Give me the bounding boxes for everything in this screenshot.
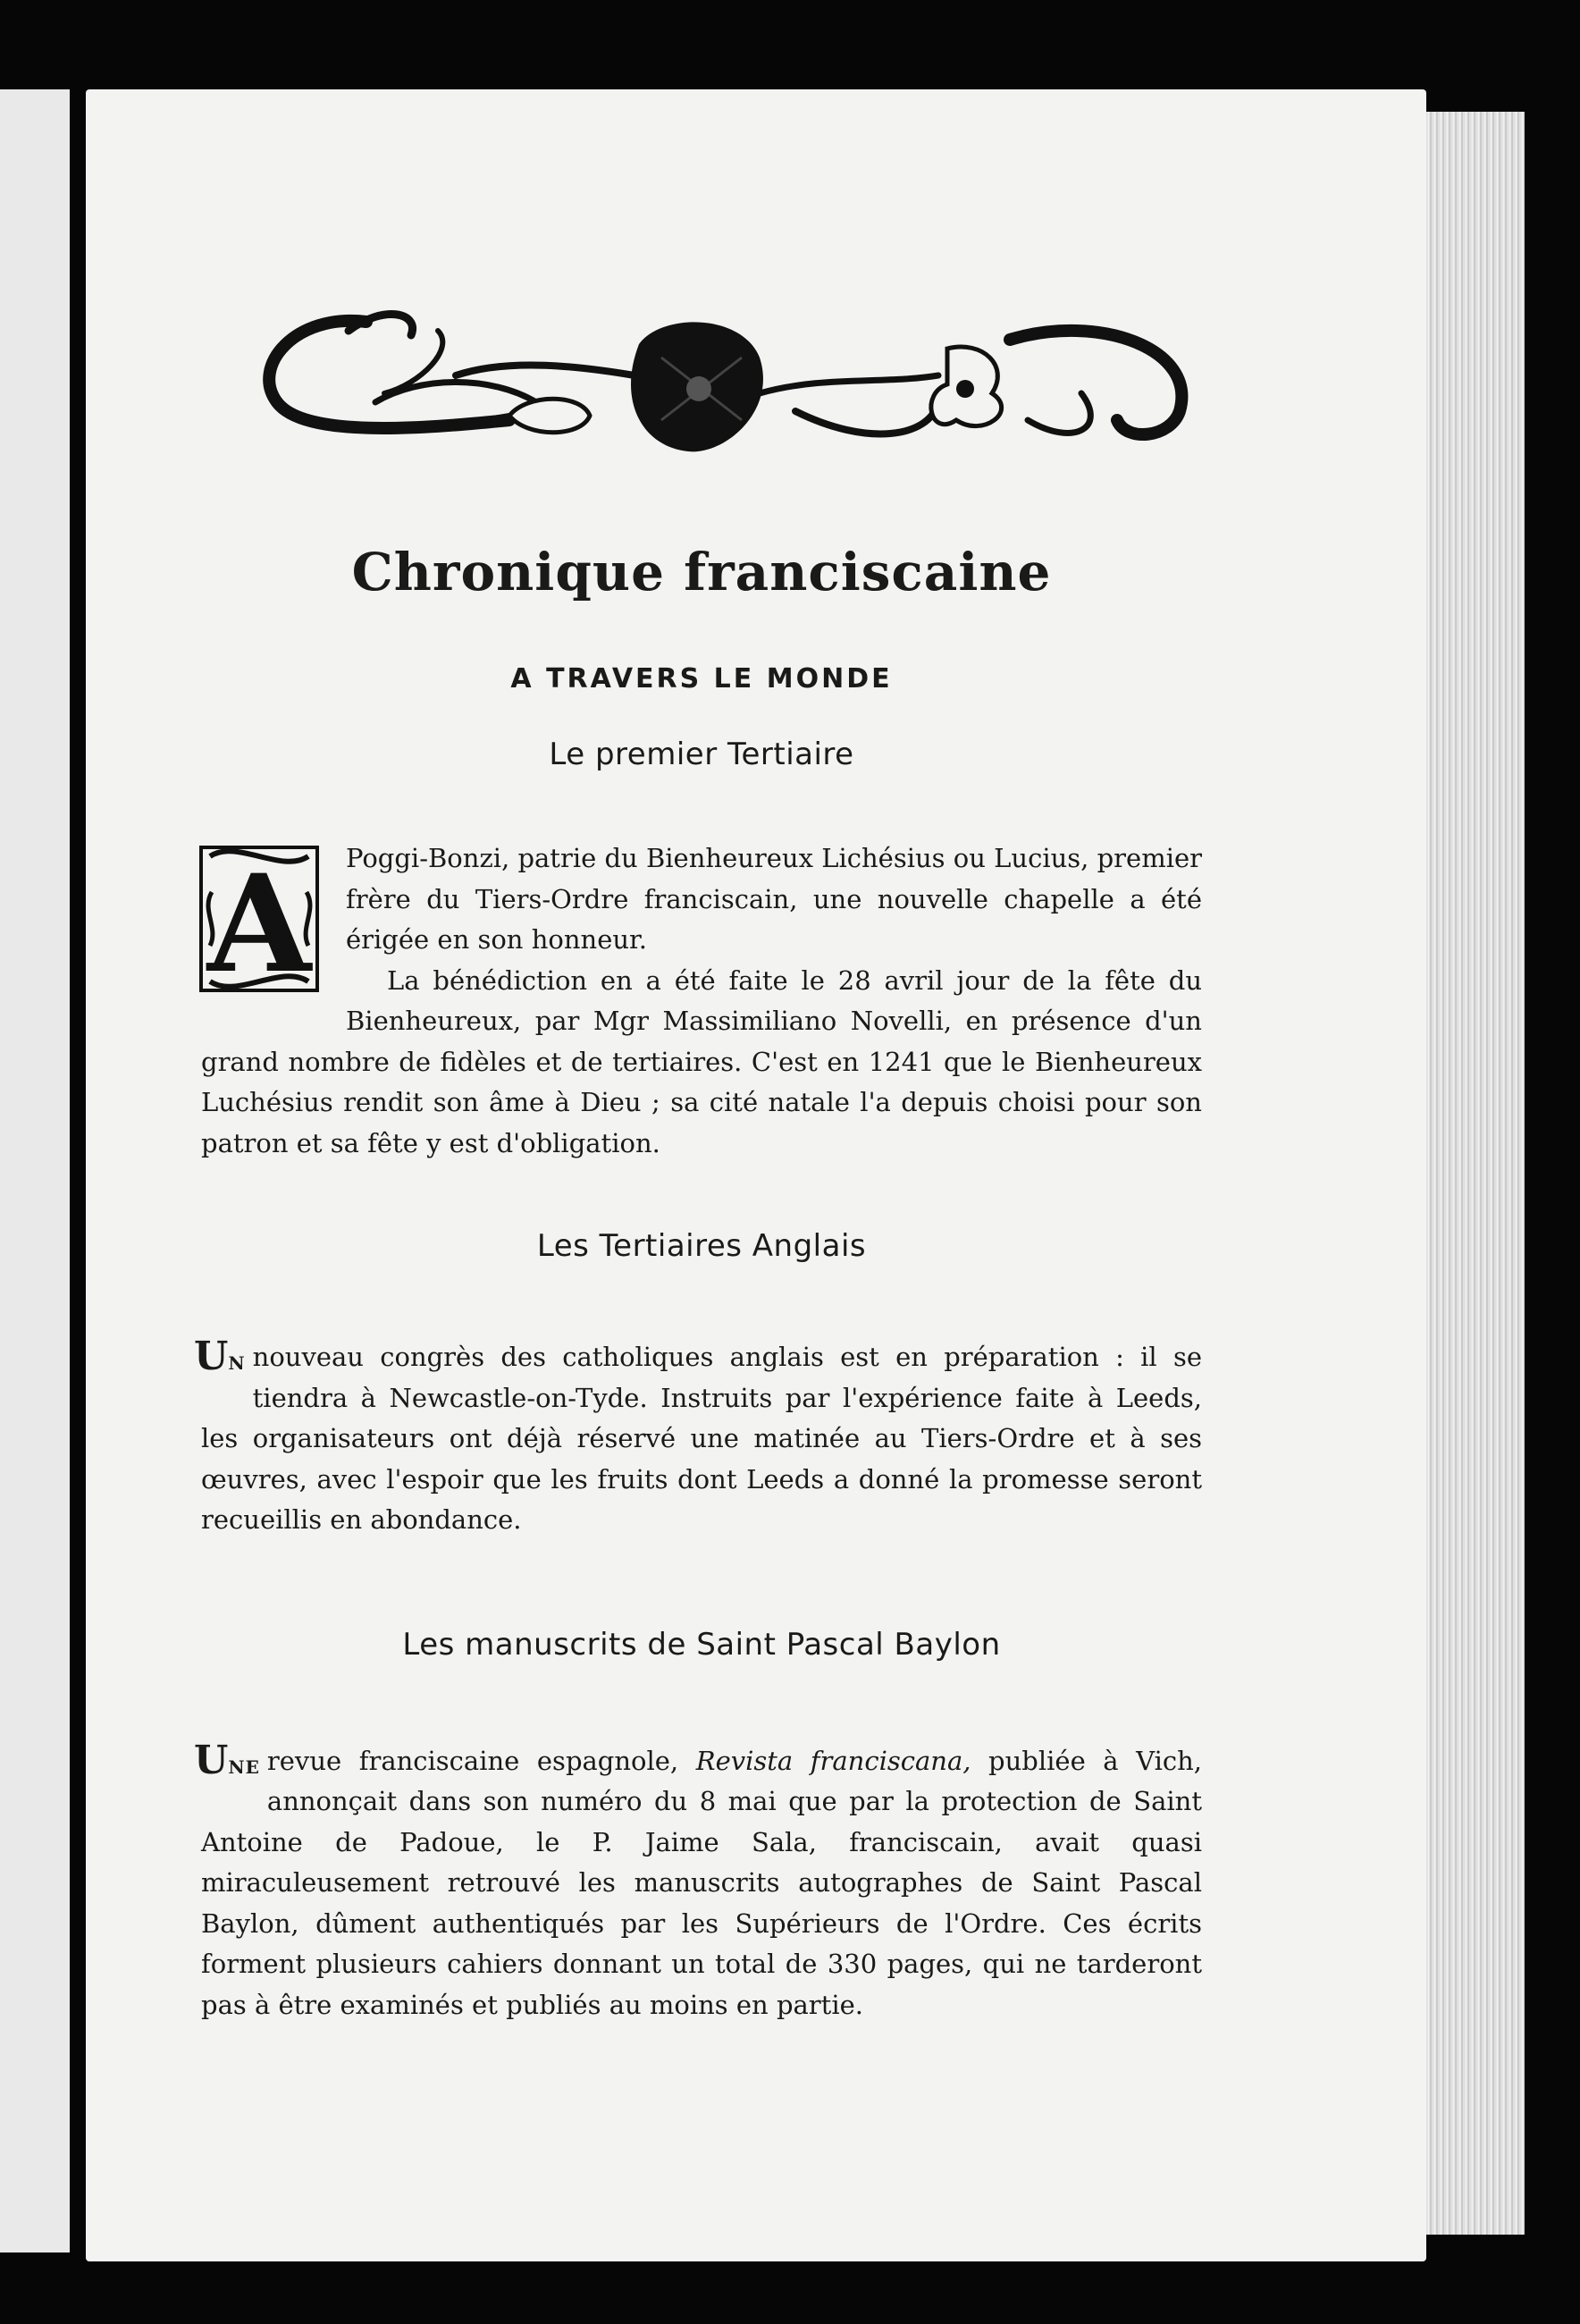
book-page-edges	[1426, 112, 1525, 2235]
article-body	[194, 1737, 1202, 2026]
page-title: Chronique franciscaine	[351, 542, 1052, 602]
article-title: Les manuscrits de Saint Pascal Baylon	[402, 1626, 1001, 1663]
article-body	[194, 1334, 1202, 1541]
paragraph: nouveau congrès des catholiques anglais est en préparation : il se tiendra à Newcastle-on-Tyde. Instruits par l'expérience faite à Leeds, les organisateurs ont déjà réservé une matinée au Tiers-Ordre et à ses œuvres, avec l'espoir que les fruits dont Leeds a donné la promesse seront recueillis en abondance.	[201, 1342, 1202, 1535]
section-heading: A TRAVERS LE MONDE	[510, 663, 893, 695]
drop-cap: UN	[194, 1334, 246, 1379]
article-title: Les Tertiaires Anglais	[536, 1228, 867, 1264]
paragraph: La bénédiction en a été faite le 28 avril jour de la fête du Bienheureux, par Mgr Massimiliano Novelli, en présence d'un grand nombre de fidèles et de tertiaires. C'est en 1241 que le Bienheureux Luchésius rendit son âme à Dieu ; sa cité natale l'a depuis choisi pour son patron et sa fête y est d'obligation.	[201, 964, 1202, 1158]
chronicle-content	[194, 536, 1202, 2025]
article-body	[201, 838, 1202, 1164]
drop-cap: UNE	[194, 1737, 260, 1783]
svg-text:A: A	[206, 846, 312, 999]
previous-page-edge	[0, 89, 70, 2252]
paragraph: revue franciscaine espagnole, Revista franciscana, publiée à Vich, annonçait dans son numéro du 8 mai que par la protection de Saint Antoine de Padoue, le P. Jaime Sala, franciscain, avait quasi miraculeusement retrouvé les manuscrits autographes de Saint Pascal Baylon, dûment authentiqués par les Supérieurs de l'Ordre. Ces écrits forment plusieurs cahiers donnant un total de 330 pages, qui ne tarderont pas à être examinés et publiés au moins en partie.	[201, 1745, 1202, 2020]
article-title: Le premier Tertiaire	[549, 737, 854, 772]
journal-title: Revista franciscana,	[695, 1745, 971, 1776]
floral-ornament-icon	[241, 295, 1206, 474]
ornate-drop-cap-icon	[192, 838, 326, 999]
paragraph: Poggi-Bonzi, patrie du Bienheureux Lichésius ou Lucius, premier frère du Tiers-Ordre franciscain, une nouvelle chapelle a été érigée en son honneur.	[346, 843, 1202, 955]
flower-icon	[631, 322, 763, 451]
